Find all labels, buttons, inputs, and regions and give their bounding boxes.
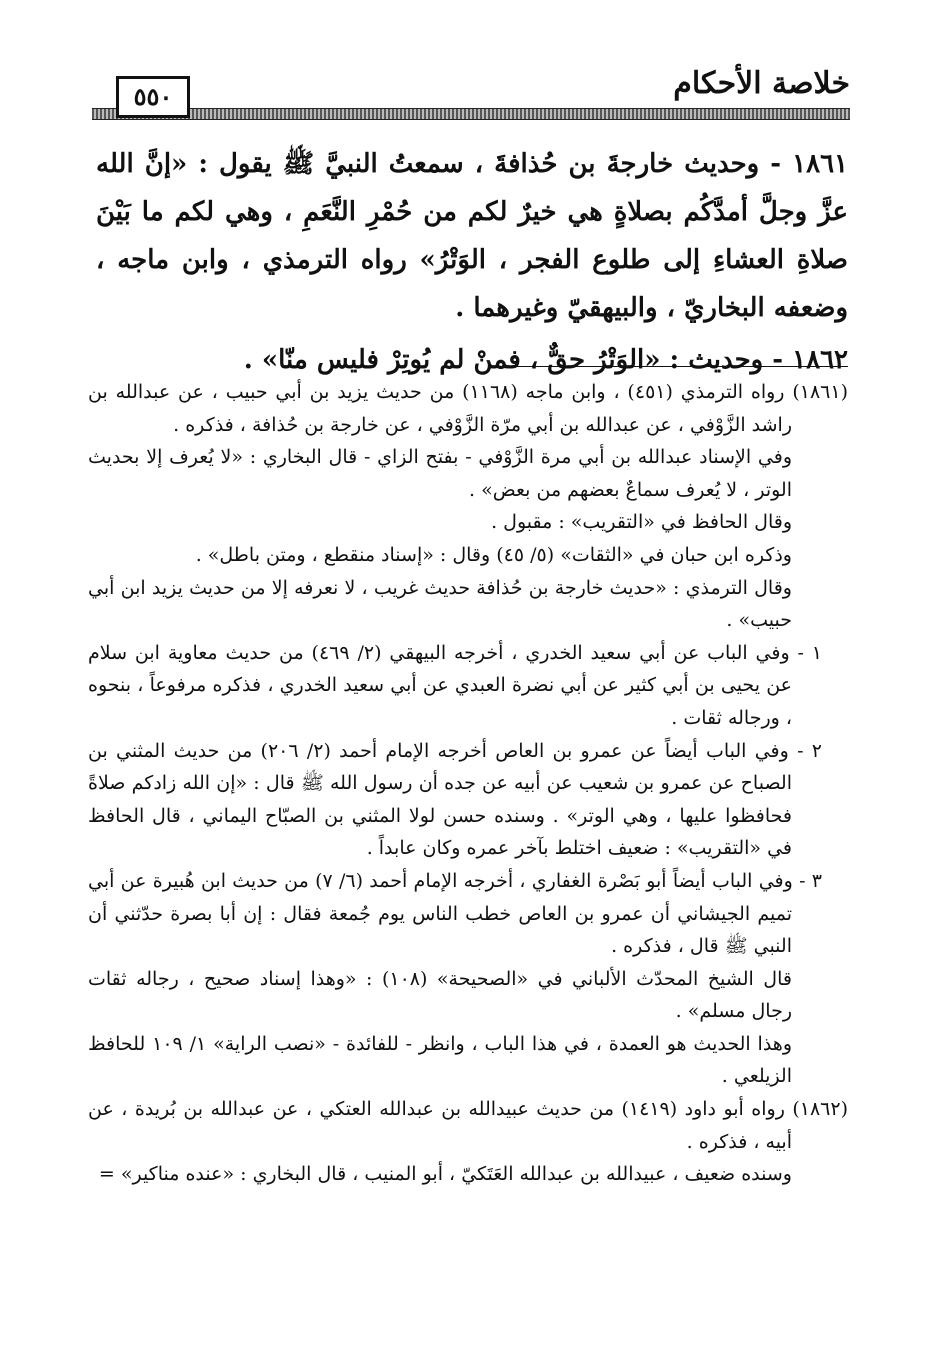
header-rule bbox=[92, 108, 850, 120]
footnote-line: اليماني ، قال الحافظ في «التقريب» : ضعيف اختلط بآخر عمره وكان عابداً . bbox=[88, 804, 792, 860]
page-number: ٥٥٠ bbox=[116, 76, 190, 118]
footnote-line: ابن أبي حبيب» . bbox=[88, 576, 792, 632]
footnote-line: قال الشيخ المحدّث الألباني في «الصحيحة» (١٠٨) : «وهذا إسناد صحيح ، رجاله bbox=[136, 967, 792, 990]
footnote-line: ثقات رجال مسلم» . bbox=[88, 967, 792, 1023]
footnote-line: (١٨٦٢) رواه أبو داود (١٤١٩) من حديث عبيدالله بن عبدالله العتكي ، عن عبدالله بن بُريدة ، bbox=[121, 1098, 849, 1121]
footnote-item-1 bbox=[88, 637, 848, 735]
footnote-line: وهذا الحديث هو العمدة ، في هذا الباب ، وانظر - للفائدة - «نصب الراية» ١/ ١٠٩ bbox=[152, 1032, 792, 1055]
hadith-1861-line2: أمدَّكُم بصلاةٍ هي خيرٌ لكم من حُمْرِ النَّعَمِ ، وهي لكم ما بَيْنَ صلاةِ العشاءِ إلى طلوع bbox=[96, 197, 848, 275]
footnote-line: ابن سلام عن يحيى بن أبي كثير عن أبي نضرة العبدي عن أبي سعيد الخدري ، bbox=[88, 641, 793, 697]
footnote-paragraph: وقال الحافظ في «التقريب» : مقبول . bbox=[491, 511, 792, 534]
footnote-item-3 bbox=[88, 865, 848, 963]
footnote-paragraph bbox=[88, 441, 848, 506]
footnote-line: عن أبيه ، فذكره . bbox=[88, 1098, 792, 1153]
footnote-paragraph: وذكره ابن حبان في «الثقات» (٥/ ٤٥) وقال : «إسناد منقطع ، ومتن باطل» . bbox=[195, 543, 792, 566]
footnote-line: للحافظ الزيلعي . bbox=[88, 1032, 792, 1088]
footnote-line: وقال الترمذي : «حديث خارجة بن حُذافة حديث غريب ، لا نعرفه إلا من حديث يزيد bbox=[151, 576, 792, 599]
footnote-1861 bbox=[88, 376, 848, 441]
footnote-paragraph bbox=[88, 572, 848, 637]
footnote-divider bbox=[488, 366, 848, 367]
main-text bbox=[96, 140, 848, 388]
footnote-line: وفي الإسناد عبدالله بن أبي مرة الزَّوْفي - بفتح الزاي - قال البخاري : «لا يُعرف إلا bbox=[146, 446, 792, 469]
footnote-line: فذكره مرفوعاً ، بنحوه ، ورجاله ثقات . bbox=[88, 674, 792, 729]
footnote-paragraph bbox=[88, 1028, 848, 1093]
footnote-paragraph: وسنده ضعيف ، عبيدالله بن عبدالله العَتَكيّ ، أبو المنيب ، قال البخاري : «عنده مناكير» = bbox=[98, 1163, 792, 1186]
page-header bbox=[92, 62, 850, 126]
footnote-paragraph bbox=[88, 963, 848, 1028]
footnote-1862 bbox=[88, 1093, 848, 1158]
book-title: خلاصة الأحكام bbox=[673, 66, 850, 101]
hadith-1861-line1: ١٨٦١ - وحديث خارجةَ بن حُذافةَ ، سمعتُ النبيَّ ﷺ يقول : «إنَّ الله عزَّ وجلَّ bbox=[96, 149, 848, 227]
footnote-line: ٢ - وفي الباب أيضاً عن عمرو بن العاص أخرجه الإمام أحمد (٢/ ٢٠٦) من حديث bbox=[173, 739, 822, 762]
footnote-line: هُبيرة عن أبي تميم الجيشاني أن عمرو بن العاص خطب الناس يوم جُمعة فقال : bbox=[88, 869, 792, 925]
hadith-1862: ١٨٦٢ - وحديث : «الوَتْرُ حقٌّ ، فمنْ لم يُوتِرْ فليس منّا» . bbox=[243, 345, 848, 375]
footnote-line: الله زادكم صلاةً فحافظوا عليها ، وهي الوتر» . وسنده حسن لولا المثني بن الصبّاح bbox=[88, 772, 792, 827]
footnote-line: بحديث الوتر ، لا يُعرف سماعٌ بعضهم من بعض» . bbox=[88, 446, 792, 501]
hadith-1861-line3: الفجر ، الوَتْرُ» رواه الترمذي ، وابن ماجه ، وضعفه البخاريّ ، والبيهقيّ وغيرهما . bbox=[96, 245, 848, 323]
footnote-line: إن أبا بصرة حدّثني أن النبي ﷺ قال ، فذكره . bbox=[88, 902, 792, 958]
hadith-1861 bbox=[96, 140, 848, 332]
footnote-line: ١ - وفي الباب عن أبي سعيد الخدري ، أخرجه البيهقي (٢/ ٤٦٩) من حديث معاوية bbox=[167, 641, 823, 664]
footnote-line: المثني بن الصباح عن عمرو بن شعيب عن أبيه عن جده أن رسول الله ﷺ قال : «إن bbox=[88, 739, 792, 795]
footnote-line: بن راشد الزَّوْفي ، عن عبدالله بن أبي مرّة الزَّوْفي ، عن خارجة بن حُذافة ، فذكره . bbox=[88, 381, 792, 436]
footnote-line: (١٨٦١) رواه الترمذي (٤٥١) ، وابن ماجه (١١٦٨) من حديث يزيد بن أبي حبيب ، عن عبدالله bbox=[115, 381, 848, 403]
footnote-line: ٣ - وفي الباب أيضاً أبو بَصْرة الغفاري ، أخرجه الإمام أحمد (٦/ ٧) من حديث ابن bbox=[200, 869, 822, 892]
footnotes bbox=[88, 376, 848, 1191]
footnote-item-2 bbox=[88, 735, 848, 865]
